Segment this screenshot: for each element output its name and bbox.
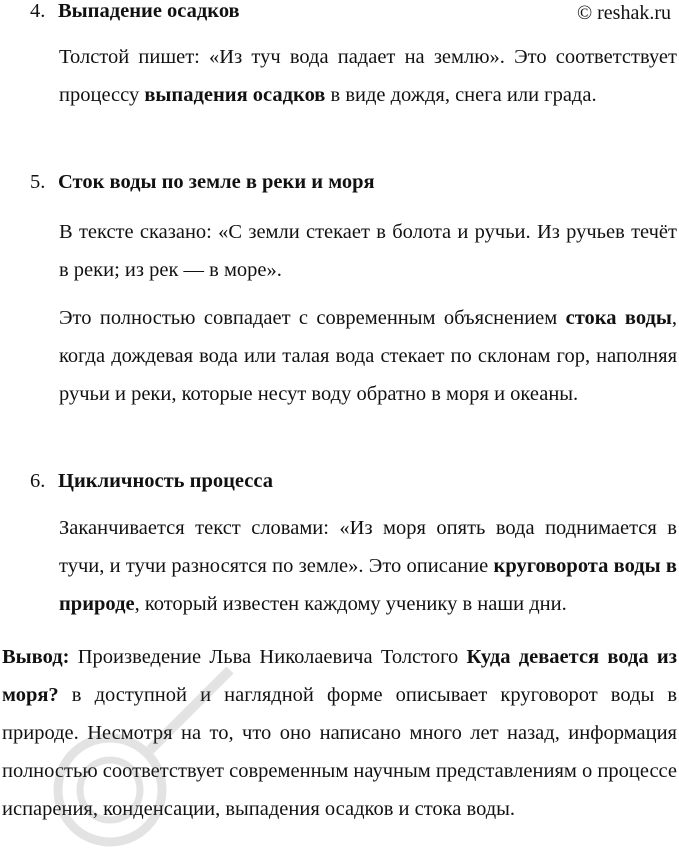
item-4-number: 4. [30,0,46,22]
text-run: в виде дождя, снега или града. [325,84,597,106]
text-run: Заканчивается текст словами: «Из моря опять вода поднимается в тучи, и тучи разносятся по земле». Это описание [59,517,677,577]
conclusion-label: Вывод: [2,646,70,668]
watermark-top: © reshak.ru [576,2,671,24]
item-4-paragraph [59,38,677,114]
conclusion-paragraph [2,638,677,828]
text-run: Это полностью совпадает с современным объяснением [59,307,566,329]
text-run: Толстой пишет: «Из туч вода падает на землю». Это соответствует процессу [59,46,677,106]
item-5-paragraph-2 [59,299,677,413]
item-6-title: Цикличность процесса [58,470,273,492]
bold-term: стока воды [565,307,672,329]
text-run: в доступной и наглядной форме описывает круговорот воды в природе. Несмотря на то, что оно написано много лет назад, информация полностью соответствует современным научным представлениям о процессе испарения, конденсации, выпадения осадков и стока воды. [2,684,677,820]
item-4-heading [30,0,669,30]
bold-term: круговорота воды в природе [59,555,677,615]
item-4-title: Выпадение осадков [58,0,240,22]
item-5-paragraph-1 [59,213,677,289]
item-5-title: Сток воды по земле в реки и моря [58,171,375,193]
text-run: Произведение Льва Николаевича Толстого [69,646,467,668]
bold-term: выпадения осадков [144,84,326,106]
item-5-number: 5. [30,171,46,193]
bold-term: Куда девается вода из моря? [2,646,677,706]
text-run: , который известен каждому ученику в наши дни. [134,593,567,615]
text-run: В тексте сказано: «С земли стекает в болота и ручьи. Из ручьев течёт в реки; из рек — в море». [59,221,677,281]
item-5-heading [30,163,669,201]
item-6-paragraph [59,509,677,623]
item-6-number: 6. [30,470,46,492]
item-6-heading [30,462,669,500]
text-run: , когда дождевая вода или талая вода стекает по склонам гор, наполняя ручьи и реки, которые несут воду обратно в моря и океаны. [59,307,678,405]
